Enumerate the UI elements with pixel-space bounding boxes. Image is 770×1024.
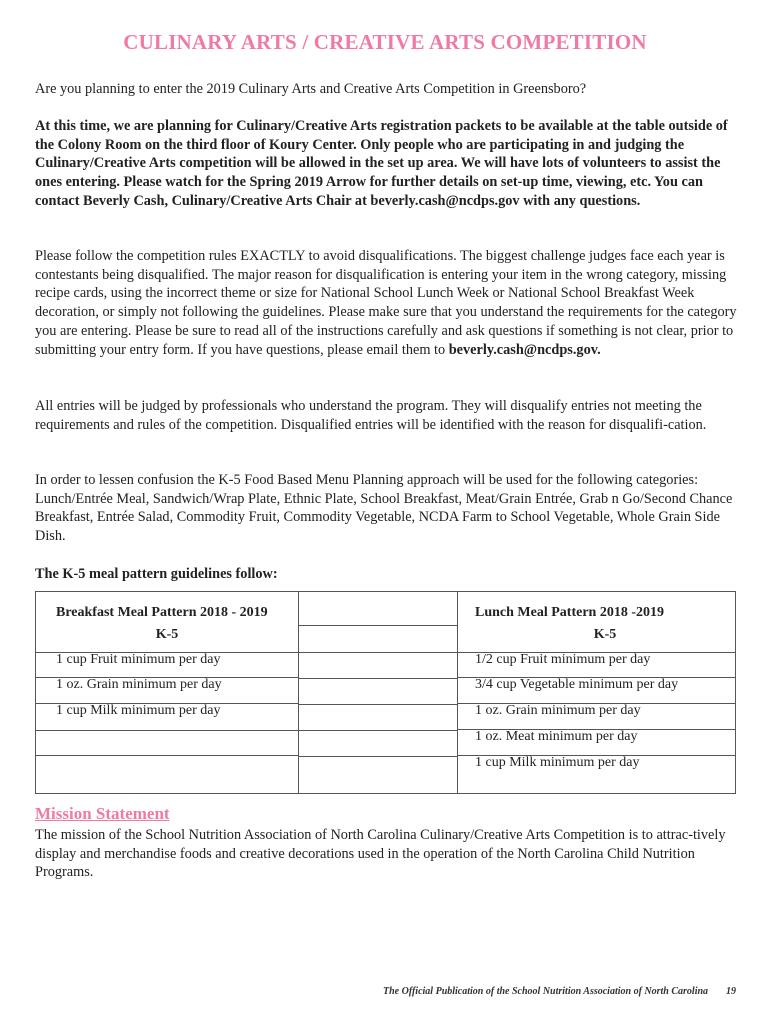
page-number: 19 [726,986,736,997]
lunch-item: 1 oz. Meat minimum per day [457,730,735,756]
row-line [298,756,457,757]
row-line [298,704,457,705]
row-line [298,652,457,653]
lunch-grade: K-5 [457,625,735,653]
breakfast-item [36,730,298,756]
breakfast-item: 1 oz. Grain minimum per day [36,678,298,704]
breakfast-item [36,756,298,794]
mission-heading: Mission Statement [35,804,170,823]
column-divider [298,592,299,794]
lunch-item: 1/2 cup Fruit minimum per day [457,653,735,678]
contact-email-link[interactable]: beverly.cash@ncdps.gov. [448,341,601,358]
rules-paragraph [35,247,740,359]
lunch-header: Lunch Meal Pattern 2018 -2019 [475,605,664,620]
footer-publication: The Official Publication of the School Nutrition Association of North Carolina [383,986,709,997]
lunch-item: 1 oz. Grain minimum per day [457,704,735,730]
breakfast-item: 1 cup Fruit minimum per day [36,653,298,678]
row-line [298,730,457,731]
page-title: CULINARY ARTS / CREATIVE ARTS COMPETITION [123,30,647,54]
meal-pattern-table [35,591,736,794]
mission-paragraph: The mission of the School Nutrition Association of North Carolina Culinary/Creative Arts Competition is to attrac-tively display and merchandise foods and creative decorations used in the operation of the North Carolina Child Nutrition Programs. [35,827,726,881]
row-line [298,678,457,679]
rules-text: Please follow the competition rules EXACTLY to avoid disqualifications. The biggest challenge judges face each year is contestants being disqualified. The major reason for disqualification is entering your item in the wrong category, missing recipe cards, using the incorrect theme or size for National School Lunch Week or National School Breakfast Week decoration, or simply not following the guidelines. Please make sure that you understand the requirements for the category you are entering. Please be sure to read all of the instructions carefully and ask questions if something is not clear, prior to submitting your entry form. If you have questions, please email them to [35,248,737,358]
breakfast-header: Breakfast Meal Pattern 2018 - 2019 [56,605,268,620]
breakfast-grade: K-5 [36,625,298,653]
k5-categories-paragraph: In order to lessen confusion the K-5 Food Based Menu Planning approach will be used for the following categories: Lunch/Entrée Meal, Sandwich/Wrap Plate, Ethnic Plate, School Breakfast, Meat/Grain Entrée, Grab n Go/Second Chance Breakfast, Entrée Salad, Commodity Fruit, Commodity Vegetable, NCDA Farm to School Vegetable, Whole Grain Side Dish. [35,472,733,545]
lunch-item: 3/4 cup Vegetable minimum per day [457,678,735,704]
intro-question: Are you planning to enter the 2019 Culinary Arts and Creative Arts Competition in Greensboro? [35,81,587,97]
registration-paragraph: At this time, we are planning for Culinary/Creative Arts registration packets to be available at the table outside of the Colony Room on the third floor of Koury Center. Only people who are participating in and judging the Culinary/Creative Arts competition will be allowed in the set up area. We will have lots of volunteers to assist the ones entering. Please watch for the Spring 2019 Arrow for further details on set-up time, viewing, etc. You can contact Beverly Cash, Culinary/Creative Arts Chair at beverly.cash@ncdps.gov with any questions. [35,118,728,209]
guidelines-heading: The K-5 meal pattern guidelines follow: [35,566,278,582]
breakfast-item: 1 cup Milk minimum per day [56,703,221,718]
judging-paragraph: All entries will be judged by professionals who understand the program. They will disqualify entries not meeting the requirements and rules of the competition. Disqualified entries will be identified with the reason for disqualifi-cation. [35,398,707,433]
lunch-item: 1 cup Milk minimum per day [475,755,640,770]
row-line [298,625,457,626]
